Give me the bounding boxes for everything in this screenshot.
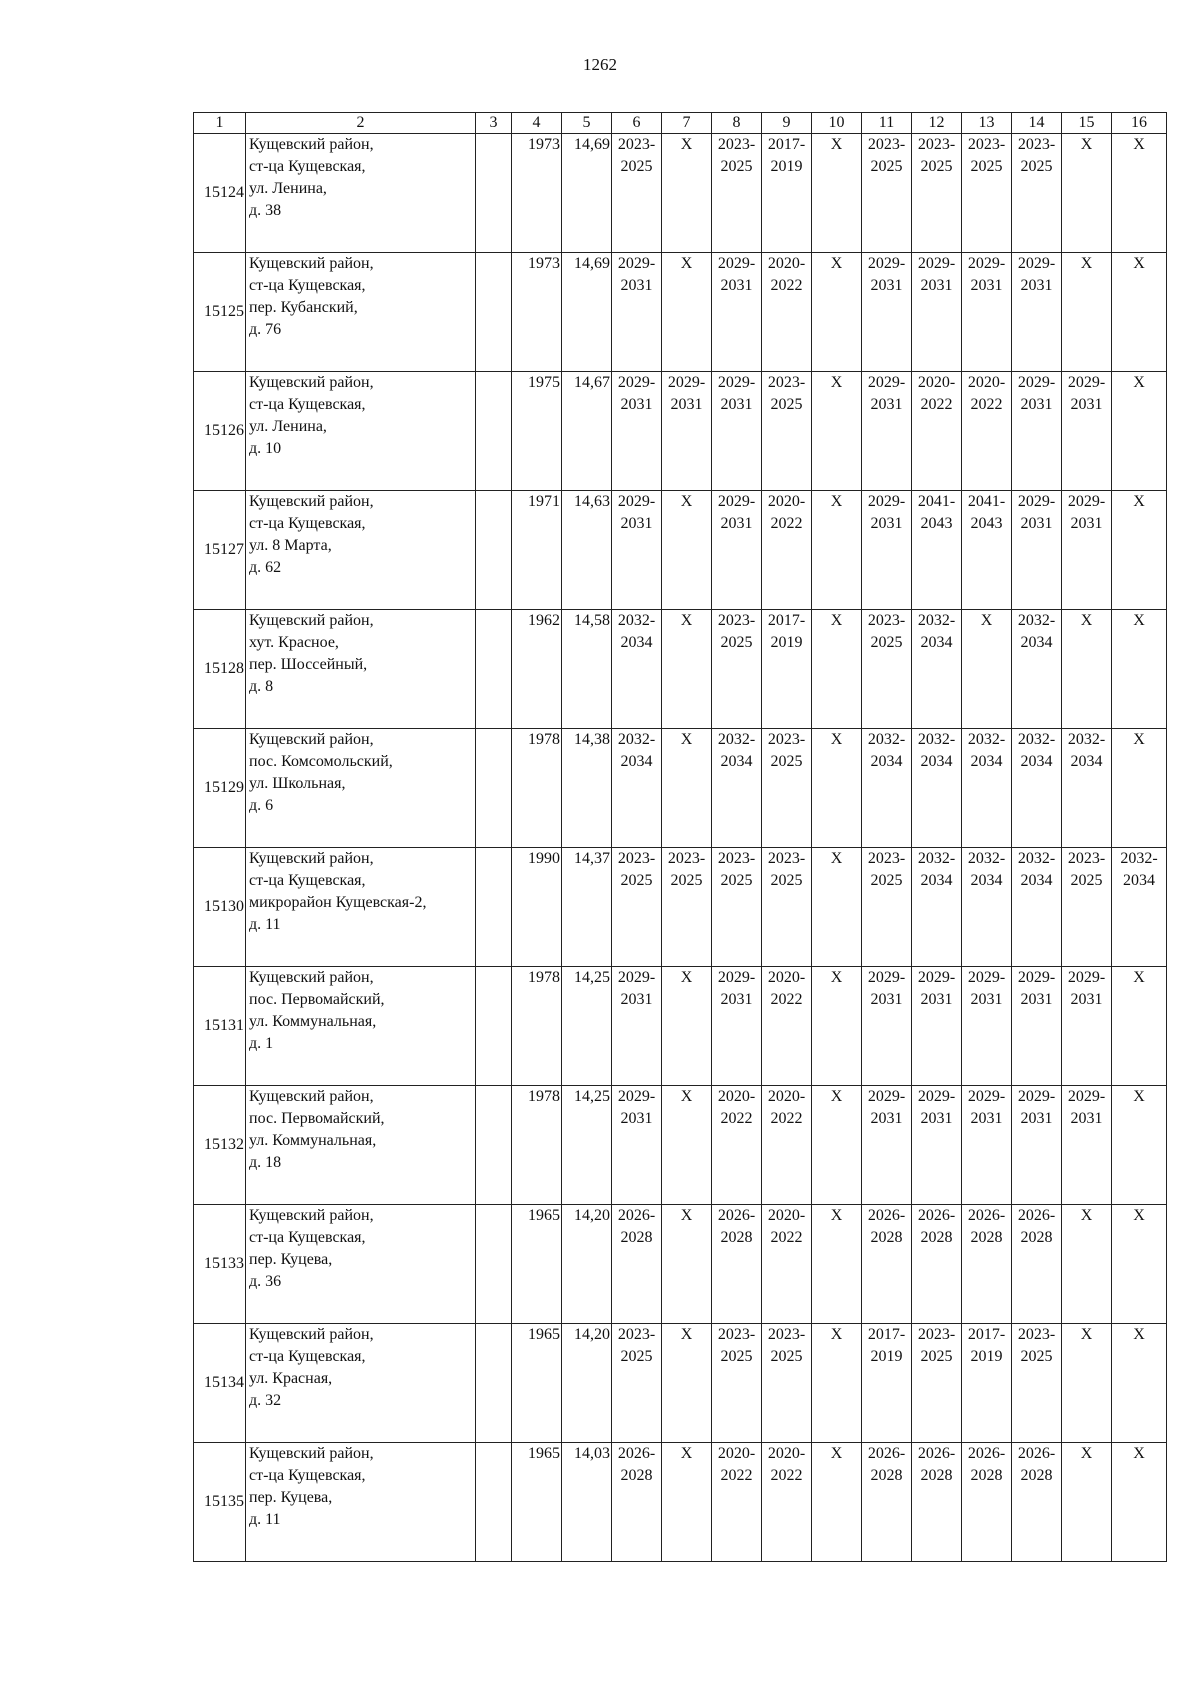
- address-cell: [246, 1086, 476, 1205]
- cell-col-10: X: [812, 1086, 862, 1205]
- cell-col-14: 2029- 2031: [1012, 491, 1062, 610]
- address-line: ст-ца Кущевская,: [249, 1229, 366, 1246]
- cell-col-15: X: [1062, 1205, 1112, 1324]
- table-row: [194, 848, 1167, 967]
- cell-col-11: 2029- 2031: [862, 1086, 912, 1205]
- cell-col-10: X: [812, 848, 862, 967]
- cell-col-13: 2032- 2034: [962, 729, 1012, 848]
- address-line: Кущевский район,: [249, 1207, 374, 1224]
- cell-col-4: 1965: [512, 1443, 562, 1562]
- address-line: Кущевский район,: [249, 969, 374, 986]
- address-cell: [246, 1205, 476, 1324]
- cell-col-11: 2032- 2034: [862, 729, 912, 848]
- cell-col-4: 1978: [512, 729, 562, 848]
- cell-col-5: 14,69: [562, 253, 612, 372]
- address-line: д. 8: [249, 678, 274, 695]
- cell-col-6: 2023- 2025: [612, 848, 662, 967]
- cell-col-5: 14,37: [562, 848, 612, 967]
- address-cell: [246, 1443, 476, 1562]
- address-cell: [246, 610, 476, 729]
- cell-col-8: 2029- 2031: [712, 372, 762, 491]
- cell-col-5: 14,25: [562, 967, 612, 1086]
- cell-col-4: 1973: [512, 253, 562, 372]
- cell-col-5: 14,38: [562, 729, 612, 848]
- address-line: ул. Коммунальная,: [249, 1132, 377, 1149]
- cell-col-8: 2020- 2022: [712, 1086, 762, 1205]
- cell-col-9: 2017- 2019: [762, 134, 812, 253]
- cell-col-4: 1965: [512, 1205, 562, 1324]
- cell-col-12: 2029- 2031: [912, 967, 962, 1086]
- cell-col-9: 2020- 2022: [762, 253, 812, 372]
- cell-col-16: X: [1112, 1443, 1167, 1562]
- housing-register-table: [193, 112, 1167, 1562]
- cell-col-15: 2029- 2031: [1062, 372, 1112, 491]
- cell-col-14: 2023- 2025: [1012, 134, 1062, 253]
- cell-col-7: X: [662, 253, 712, 372]
- cell-col-11: 2029- 2031: [862, 372, 912, 491]
- cell-col-8: 2026- 2028: [712, 1205, 762, 1324]
- cell-col-4: 1978: [512, 1086, 562, 1205]
- record-number: 15130: [194, 848, 246, 967]
- cell-col-5: 14,63: [562, 491, 612, 610]
- record-number: 15135: [194, 1443, 246, 1562]
- address-line: ул. Коммунальная,: [249, 1013, 377, 1030]
- cell-col-13: 2029- 2031: [962, 1086, 1012, 1205]
- address-line: Кущевский район,: [249, 612, 374, 629]
- table-row: [194, 1443, 1167, 1562]
- cell-col-6: 2029- 2031: [612, 1086, 662, 1205]
- cell-col-16: X: [1112, 967, 1167, 1086]
- record-number: 15133: [194, 1205, 246, 1324]
- cell-col-8: 2029- 2031: [712, 967, 762, 1086]
- record-number: 15131: [194, 967, 246, 1086]
- cell-col-13: 2032- 2034: [962, 848, 1012, 967]
- cell-col-10: X: [812, 372, 862, 491]
- cell-col-9: 2023- 2025: [762, 1324, 812, 1443]
- cell-col-6: 2032- 2034: [612, 729, 662, 848]
- cell-col-7: X: [662, 491, 712, 610]
- address-line: д. 62: [249, 559, 282, 576]
- cell-col-9: 2020- 2022: [762, 1443, 812, 1562]
- cell-col-7: X: [662, 1443, 712, 1562]
- column-number-header: 3: [476, 113, 512, 134]
- cell-col-10: X: [812, 1443, 862, 1562]
- address-line: Кущевский район,: [249, 493, 374, 510]
- address-line: Кущевский район,: [249, 374, 374, 391]
- cell-col-12: 2023- 2025: [912, 134, 962, 253]
- cell-col-3: [476, 967, 512, 1086]
- table-row: [194, 1086, 1167, 1205]
- cell-col-5: 14,67: [562, 372, 612, 491]
- cell-col-10: X: [812, 967, 862, 1086]
- cell-col-13: 2023- 2025: [962, 134, 1012, 253]
- cell-col-12: 2032- 2034: [912, 729, 962, 848]
- cell-col-16: X: [1112, 253, 1167, 372]
- address-line: д. 6: [249, 797, 274, 814]
- address-line: Кущевский район,: [249, 850, 374, 867]
- cell-col-3: [476, 253, 512, 372]
- table-row: [194, 1205, 1167, 1324]
- address-line: д. 18: [249, 1154, 282, 1171]
- address-line: пер. Кубанский,: [249, 299, 358, 316]
- cell-col-14: 2023- 2025: [1012, 1324, 1062, 1443]
- cell-col-8: 2029- 2031: [712, 253, 762, 372]
- address-line: ул. Ленина,: [249, 418, 327, 435]
- cell-col-4: 1978: [512, 967, 562, 1086]
- cell-col-3: [476, 372, 512, 491]
- cell-col-4: 1990: [512, 848, 562, 967]
- address-line: хут. Красное,: [249, 634, 339, 651]
- cell-col-16: X: [1112, 729, 1167, 848]
- cell-col-5: 14,03: [562, 1443, 612, 1562]
- address-line: ст-ца Кущевская,: [249, 158, 366, 175]
- cell-col-16: 2032- 2034: [1112, 848, 1167, 967]
- address-line: пер. Куцева,: [249, 1251, 333, 1268]
- address-line: Кущевский район,: [249, 1326, 374, 1343]
- cell-col-15: 2029- 2031: [1062, 491, 1112, 610]
- address-cell: [246, 372, 476, 491]
- cell-col-14: 2026- 2028: [1012, 1205, 1062, 1324]
- cell-col-10: X: [812, 134, 862, 253]
- cell-col-10: X: [812, 253, 862, 372]
- record-number: 15125: [194, 253, 246, 372]
- address-cell: [246, 491, 476, 610]
- record-number: 15132: [194, 1086, 246, 1205]
- cell-col-12: 2026- 2028: [912, 1205, 962, 1324]
- cell-col-14: 2032- 2034: [1012, 848, 1062, 967]
- cell-col-13: 2026- 2028: [962, 1205, 1012, 1324]
- cell-col-16: X: [1112, 134, 1167, 253]
- cell-col-11: 2023- 2025: [862, 610, 912, 729]
- cell-col-8: 2023- 2025: [712, 610, 762, 729]
- column-number-header: 14: [1012, 113, 1062, 134]
- address-line: Кущевский район,: [249, 731, 374, 748]
- address-line: Кущевский район,: [249, 255, 374, 272]
- cell-col-11: 2017- 2019: [862, 1324, 912, 1443]
- cell-col-8: 2023- 2025: [712, 134, 762, 253]
- address-line: микрорайон Кущевская-2,: [249, 894, 427, 911]
- table-row: [194, 610, 1167, 729]
- address-line: д. 32: [249, 1392, 282, 1409]
- address-line: Кущевский район,: [249, 136, 374, 153]
- address-line: ст-ца Кущевская,: [249, 872, 366, 889]
- cell-col-9: 2020- 2022: [762, 1205, 812, 1324]
- cell-col-8: 2023- 2025: [712, 848, 762, 967]
- record-number: 15126: [194, 372, 246, 491]
- page-number: 1262: [583, 55, 617, 74]
- cell-col-15: X: [1062, 1324, 1112, 1443]
- table-row: [194, 1324, 1167, 1443]
- table-row: [194, 372, 1167, 491]
- cell-col-7: 2023- 2025: [662, 848, 712, 967]
- table-row: [194, 729, 1167, 848]
- cell-col-15: 2029- 2031: [1062, 967, 1112, 1086]
- cell-col-3: [476, 1443, 512, 1562]
- record-number: 15127: [194, 491, 246, 610]
- cell-col-8: 2020- 2022: [712, 1443, 762, 1562]
- cell-col-3: [476, 1324, 512, 1443]
- address-cell: [246, 848, 476, 967]
- cell-col-12: 2020- 2022: [912, 372, 962, 491]
- cell-col-9: 2020- 2022: [762, 967, 812, 1086]
- cell-col-9: 2017- 2019: [762, 610, 812, 729]
- cell-col-15: 2032- 2034: [1062, 729, 1112, 848]
- cell-col-6: 2023- 2025: [612, 1324, 662, 1443]
- address-line: ст-ца Кущевская,: [249, 277, 366, 294]
- cell-col-13: 2029- 2031: [962, 967, 1012, 1086]
- cell-col-15: X: [1062, 253, 1112, 372]
- column-number-header: 12: [912, 113, 962, 134]
- cell-col-13: 2041- 2043: [962, 491, 1012, 610]
- cell-col-6: 2029- 2031: [612, 967, 662, 1086]
- cell-col-11: 2029- 2031: [862, 967, 912, 1086]
- cell-col-12: 2023- 2025: [912, 1324, 962, 1443]
- address-cell: [246, 253, 476, 372]
- cell-col-7: X: [662, 1086, 712, 1205]
- address-line: Кущевский район,: [249, 1088, 374, 1105]
- cell-col-16: X: [1112, 491, 1167, 610]
- cell-col-14: 2026- 2028: [1012, 1443, 1062, 1562]
- cell-col-14: 2029- 2031: [1012, 372, 1062, 491]
- cell-col-14: 2029- 2031: [1012, 253, 1062, 372]
- cell-col-6: 2029- 2031: [612, 372, 662, 491]
- cell-col-11: 2029- 2031: [862, 491, 912, 610]
- cell-col-7: X: [662, 1205, 712, 1324]
- cell-col-6: 2032- 2034: [612, 610, 662, 729]
- cell-col-15: 2023- 2025: [1062, 848, 1112, 967]
- cell-col-12: 2041- 2043: [912, 491, 962, 610]
- cell-col-13: 2017- 2019: [962, 1324, 1012, 1443]
- cell-col-16: X: [1112, 1086, 1167, 1205]
- record-number: 15124: [194, 134, 246, 253]
- address-line: пос. Первомайский,: [249, 1110, 385, 1127]
- cell-col-10: X: [812, 491, 862, 610]
- cell-col-15: X: [1062, 610, 1112, 729]
- address-line: д. 1: [249, 1035, 274, 1052]
- address-line: Кущевский район,: [249, 1445, 374, 1462]
- address-line: ул. Школьная,: [249, 775, 346, 792]
- address-line: д. 11: [249, 1511, 281, 1528]
- record-number: 15129: [194, 729, 246, 848]
- cell-col-5: 14,58: [562, 610, 612, 729]
- address-line: ул. 8 Марта,: [249, 537, 332, 554]
- cell-col-7: X: [662, 967, 712, 1086]
- column-number-header-row: [194, 113, 1167, 134]
- cell-col-3: [476, 610, 512, 729]
- column-number-header: 9: [762, 113, 812, 134]
- column-number-header: 15: [1062, 113, 1112, 134]
- table-row: [194, 253, 1167, 372]
- column-number-header: 5: [562, 113, 612, 134]
- cell-col-7: X: [662, 729, 712, 848]
- cell-col-14: 2032- 2034: [1012, 729, 1062, 848]
- table-row: [194, 967, 1167, 1086]
- cell-col-12: 2032- 2034: [912, 848, 962, 967]
- cell-col-15: X: [1062, 134, 1112, 253]
- column-number-header: 13: [962, 113, 1012, 134]
- column-number-header: 1: [194, 113, 246, 134]
- address-line: ст-ца Кущевская,: [249, 1467, 366, 1484]
- cell-col-16: X: [1112, 1324, 1167, 1443]
- address-line: д. 38: [249, 202, 282, 219]
- cell-col-3: [476, 729, 512, 848]
- cell-col-9: 2023- 2025: [762, 372, 812, 491]
- cell-col-4: 1975: [512, 372, 562, 491]
- cell-col-3: [476, 134, 512, 253]
- cell-col-13: 2029- 2031: [962, 253, 1012, 372]
- cell-col-9: 2023- 2025: [762, 729, 812, 848]
- cell-col-11: 2023- 2025: [862, 134, 912, 253]
- cell-col-10: X: [812, 729, 862, 848]
- address-line: ст-ца Кущевская,: [249, 1348, 366, 1365]
- cell-col-14: 2029- 2031: [1012, 967, 1062, 1086]
- address-line: ст-ца Кущевская,: [249, 396, 366, 413]
- address-cell: [246, 967, 476, 1086]
- column-number-header: 16: [1112, 113, 1167, 134]
- cell-col-6: 2026- 2028: [612, 1443, 662, 1562]
- cell-col-3: [476, 848, 512, 967]
- cell-col-16: X: [1112, 1205, 1167, 1324]
- cell-col-14: 2029- 2031: [1012, 1086, 1062, 1205]
- address-line: д. 36: [249, 1273, 282, 1290]
- cell-col-6: 2026- 2028: [612, 1205, 662, 1324]
- table-row: [194, 134, 1167, 253]
- column-number-header: 6: [612, 113, 662, 134]
- column-number-header: 8: [712, 113, 762, 134]
- table-row: [194, 491, 1167, 610]
- address-line: пос. Комсомольский,: [249, 753, 393, 770]
- address-line: ул. Красная,: [249, 1370, 333, 1387]
- address-line: пер. Куцева,: [249, 1489, 333, 1506]
- cell-col-8: 2032- 2034: [712, 729, 762, 848]
- cell-col-5: 14,25: [562, 1086, 612, 1205]
- cell-col-12: 2026- 2028: [912, 1443, 962, 1562]
- address-line: ул. Ленина,: [249, 180, 327, 197]
- cell-col-7: 2029- 2031: [662, 372, 712, 491]
- cell-col-3: [476, 1205, 512, 1324]
- address-line: д. 11: [249, 916, 281, 933]
- address-line: пер. Шоссейный,: [249, 656, 368, 673]
- cell-col-16: X: [1112, 610, 1167, 729]
- cell-col-9: 2020- 2022: [762, 1086, 812, 1205]
- address-line: д. 76: [249, 321, 282, 338]
- address-line: д. 10: [249, 440, 282, 457]
- cell-col-5: 14,20: [562, 1324, 612, 1443]
- cell-col-12: 2029- 2031: [912, 1086, 962, 1205]
- address-line: пос. Первомайский,: [249, 991, 385, 1008]
- cell-col-12: 2029- 2031: [912, 253, 962, 372]
- cell-col-11: 2026- 2028: [862, 1205, 912, 1324]
- cell-col-13: 2026- 2028: [962, 1443, 1012, 1562]
- cell-col-6: 2023- 2025: [612, 134, 662, 253]
- cell-col-7: X: [662, 1324, 712, 1443]
- column-number-header: 10: [812, 113, 862, 134]
- cell-col-12: 2032- 2034: [912, 610, 962, 729]
- cell-col-7: X: [662, 134, 712, 253]
- cell-col-7: X: [662, 610, 712, 729]
- record-number: 15128: [194, 610, 246, 729]
- cell-col-10: X: [812, 1205, 862, 1324]
- address-cell: [246, 134, 476, 253]
- cell-col-11: 2026- 2028: [862, 1443, 912, 1562]
- record-number: 15134: [194, 1324, 246, 1443]
- cell-col-10: X: [812, 1324, 862, 1443]
- cell-col-10: X: [812, 610, 862, 729]
- cell-col-8: 2029- 2031: [712, 491, 762, 610]
- cell-col-9: 2023- 2025: [762, 848, 812, 967]
- column-number-header: 11: [862, 113, 912, 134]
- cell-col-4: 1962: [512, 610, 562, 729]
- cell-col-16: X: [1112, 372, 1167, 491]
- address-cell: [246, 729, 476, 848]
- address-line: ст-ца Кущевская,: [249, 515, 366, 532]
- cell-col-11: 2023- 2025: [862, 848, 912, 967]
- cell-col-3: [476, 1086, 512, 1205]
- cell-col-13: 2020- 2022: [962, 372, 1012, 491]
- cell-col-11: 2029- 2031: [862, 253, 912, 372]
- cell-col-5: 14,20: [562, 1205, 612, 1324]
- column-number-header: 2: [246, 113, 476, 134]
- cell-col-15: X: [1062, 1443, 1112, 1562]
- cell-col-8: 2023- 2025: [712, 1324, 762, 1443]
- cell-col-4: 1973: [512, 134, 562, 253]
- column-number-header: 7: [662, 113, 712, 134]
- cell-col-13: X: [962, 610, 1012, 729]
- cell-col-3: [476, 491, 512, 610]
- cell-col-6: 2029- 2031: [612, 491, 662, 610]
- cell-col-4: 1965: [512, 1324, 562, 1443]
- cell-col-14: 2032- 2034: [1012, 610, 1062, 729]
- cell-col-15: 2029- 2031: [1062, 1086, 1112, 1205]
- cell-col-5: 14,69: [562, 134, 612, 253]
- cell-col-6: 2029- 2031: [612, 253, 662, 372]
- column-number-header: 4: [512, 113, 562, 134]
- cell-col-4: 1971: [512, 491, 562, 610]
- address-cell: [246, 1324, 476, 1443]
- cell-col-9: 2020- 2022: [762, 491, 812, 610]
